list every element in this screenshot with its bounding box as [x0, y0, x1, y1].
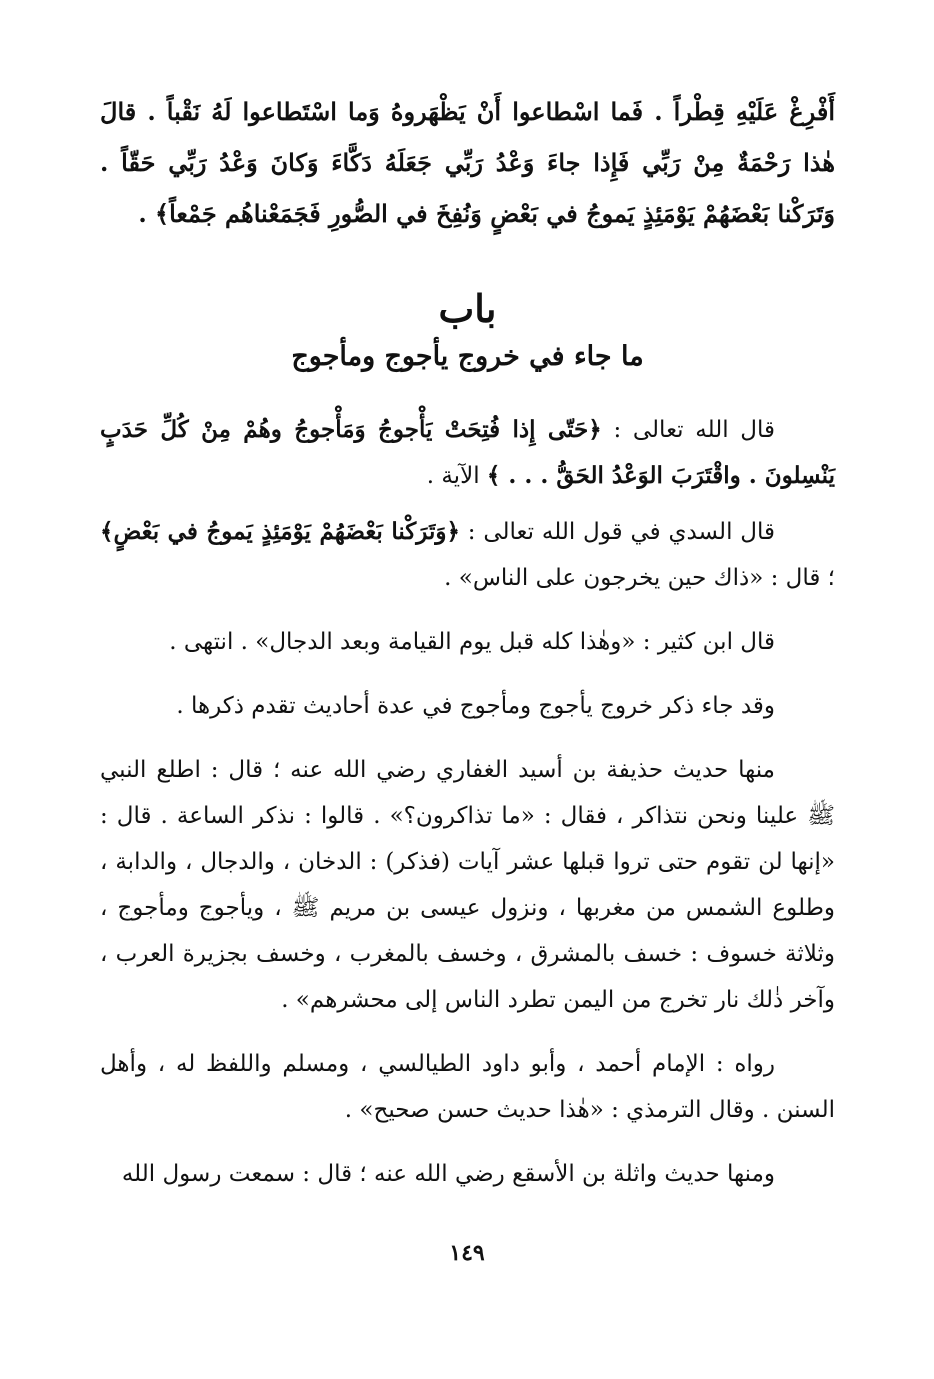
paragraph-tail: الآية . — [426, 463, 480, 489]
paragraph-intro: قال السدي في قول الله تعالى : — [467, 519, 776, 545]
quran-quote: ﴿وَتَرَكْنا بَعْضَهُمْ يَوْمَئِذٍ يَموجُ في بَعْضٍ﴾ — [100, 518, 460, 545]
quran-quote: ﴿حَتّى إِذا فُتِحَتْ يَأْجوجُ وَمَأْجوجُ وهُمْ مِنْ كُلِّ حَدَبٍ يَنْسِلونَ . واقْتَرَبَ الوَعْدُ الحَقُّ . . . ﴾ — [100, 416, 835, 489]
paragraph-quran-quote — [100, 407, 835, 499]
paragraph-suddi — [100, 509, 835, 601]
paragraph-wathila-hadith: ومنها حديث واثلة بن الأسقع رضي الله عنه ؛ قال : سمعت رسول الله — [121, 1161, 775, 1187]
verse-line-2: مِنْ رَبِّي فَإِذا جاءَ وَعْدُ رَبِّي جَعَلَهُ دَكَّاءَ وَكانَ وَعْدُ رَبِّي حَقّاً . وَتَرَكْنا بَعْضَهُمْ يَوْمَئِذٍ — [100, 148, 835, 228]
chapter-title: باب — [438, 286, 497, 331]
verse-line-3: يَموجُ في بَعْضٍ وَنُفِخَ في الصُّورِ فَجَمَعْناهُم جَمْعاً﴾ . — [138, 199, 635, 228]
paragraph-tail: ؛ قال : «ذاك حين يخرجون على الناس» . — [444, 565, 835, 591]
verse-line-1: أَفْرِغْ عَلَيْهِ قِطْراً . فَما اسْطاعوا أَنْ يَظْهَروهُ وَما اسْتَطاعوا لَهُ نَقْباً . قالَ هٰذا رَحْمَةٌ — [100, 97, 836, 177]
page-number: ١٤٩ — [449, 1240, 485, 1266]
paragraph-hadith-mention: وقد جاء ذكر خروج يأجوج ومأجوج في عدة أحاديث تقدم ذكرها . — [176, 693, 775, 719]
book-page — [100, 86, 835, 1306]
chapter-subtitle: ما جاء في خروج يأجوج ومأجوج — [291, 341, 644, 372]
quran-verse-block — [100, 86, 835, 239]
paragraph-narrators: رواه : الإمام أحمد ، وأبو داود الطيالسي ، ومسلم واللفظ له ، وأهل السنن . وقال الترمذي : «هٰذا حديث حسن صحيح» . — [100, 1051, 835, 1123]
paragraph-ibn-kathir: قال ابن كثير : «وهٰذا كله قبل يوم القيامة وبعد الدجال» . انتهى . — [169, 629, 775, 655]
paragraph-hudhaifa-hadith: منها حديث حذيفة بن أسيد الغفاري رضي الله عنه ؛ قال : اطلع النبي ﷺ علينا ونحن نتذاكر ، فقال : «ما تذاكرون؟» . قالوا : نذكر الساعة . قال : «إنها لن تقوم حتى تروا قبلها عشر آيات (فذكر) : الدخان ، والدجال ، والدابة ، وطلوع الشمس من مغربها ، ونزول عيسى بن مريم ﷺ ، ويأجوج ومأجوج ، وثلاثة خسوف : خسف بالمشرق ، وخسف بالمغرب ، وخسف بجزيرة العرب ، وآخر ذٰلك نار تخرج من اليمن تطرد الناس إلى محشرهم» . — [100, 757, 835, 1013]
paragraph-intro: قال الله تعالى : — [613, 417, 776, 443]
